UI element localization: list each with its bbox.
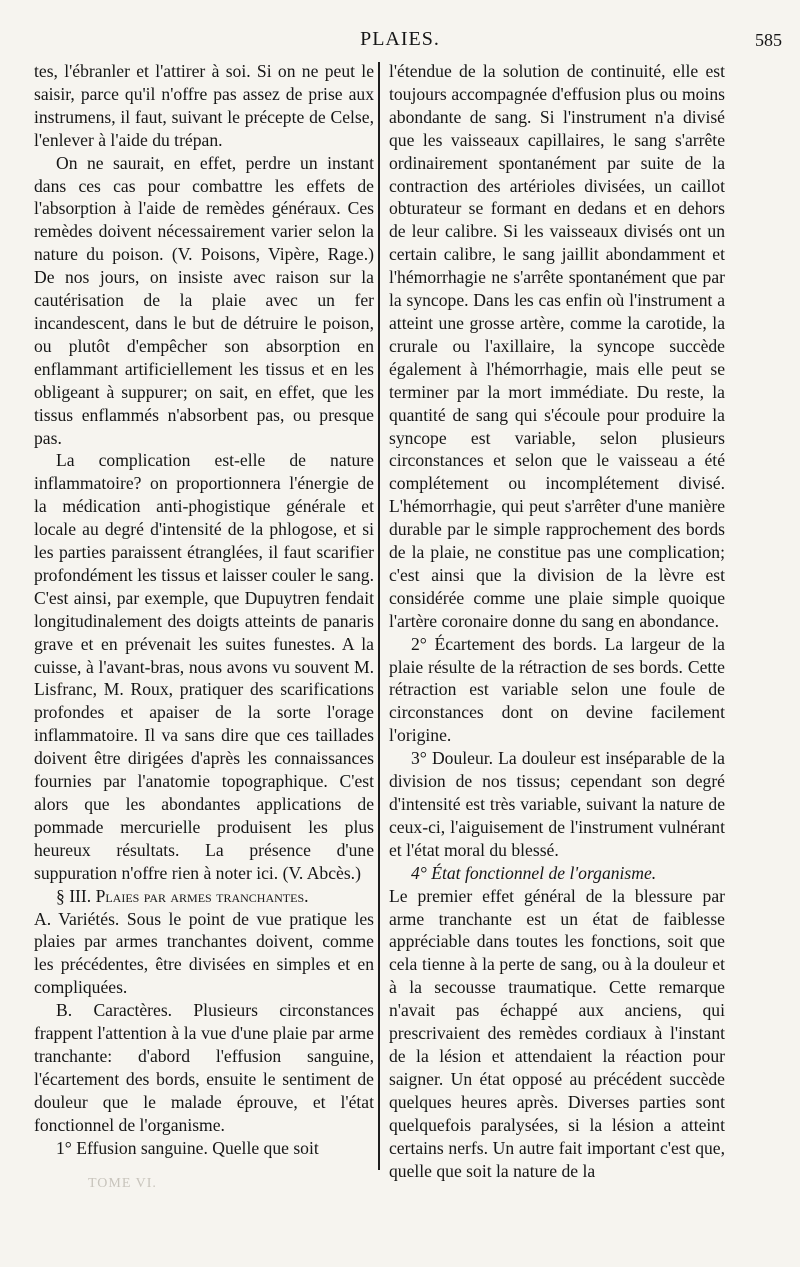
right-column [389, 60, 725, 1182]
column-divider [378, 62, 380, 1170]
signature-mark: TOME VI. [88, 1176, 157, 1191]
paragraph: B. Caractères. Plusieurs circonstances frappent l'attention à la vue d'une plaie par arme tranchante: d'abord l'effusion sanguine, l'écartement des bords, ensuite le sentiment de douleur que le malade éprouve, et l'état fonctionnel de l'organisme. [34, 1000, 374, 1135]
paragraph: 2° Écartement des bords. La largeur de la plaie résulte de la rétraction de ses bords. Cette rétraction est variable selon une foule de circonstances dont on devine facilement l'origine. [389, 633, 725, 746]
paragraph: tes, l'ébranler et l'attirer à soi. Si on ne peut le saisir, parce qu'il n'offre pas assez de prise aux instrumens, il faut, suivant le précepte de Celse, l'enlever à l'aide du trépan. [34, 61, 374, 150]
paragraph: l'étendue de la solution de continuité, elle est toujours accompagnée d'effusion plus ou moins abondante de sang. Si l'instrument n'a divisé que les vaisseaux capillaires, le sang s'arrête ordinairement spontanément par suite de la contraction des artérioles divisées, un caillot obturateur se formant en dedans et en dehors de leur calibre. Si les vaisseaux divisés ont un certain calibre, le sang jaillit abondamment et l'hémorrhagie ne s'arrête spontanément que par la syncope. Dans les cas enfin où l'instrument a atteint une grosse artère, comme la carotide, la crurale ou l'axillaire, la syncope succède également à l'hémorrhagie, mais elle peut se terminer par la mort immédiate. Du reste, la quantité de sang qui s'écoule pour produire la syncope est variable, selon plusieurs circonstances et selon que le vaisseau a été complétement ou incomplétement divisé. L'hémorrhagie, qui peut s'arrêter d'une manière durable par le simple rapprochement des bords de la plaie, ne constitue pas une complication; c'est ainsi que la division de la lèvre est considérée comme une plaie simple quoique l'artère coronaire donne du sang en abondance. [389, 61, 725, 631]
subheading: 4° État fonctionnel de l'organisme. [411, 862, 657, 883]
running-title: PLAIES. [360, 28, 440, 50]
paragraph: A. Variétés. Sous le point de vue pratique les plaies par armes tranchantes doivent, comme les précédentes, être divisées en simples et en compliquées. [34, 908, 374, 998]
paragraph: La complication est-elle de nature inflammatoire? on proportionnera l'énergie de la médication anti-phogistique générale et locale au degré d'intensité de la phlogose, et si les parties paraissent étranglées, il faut scarifier profondément les tissus et laisser couler le sang. C'est ainsi, par exemple, que Dupuytren fendait longitudinalement des doigts atteints de panaris grave et en prévenait les suites funestes. A la cuisse, à l'avant-bras, nous avons vu souvent M. Lisfranc, M. Roux, pratiquer des scarifications profondes et apaiser de la sorte l'orage inflammatoire. Il va sans dire que ces taillades doivent être dirigées d'après les connaissances fournies par l'anatomie topographique. C'est alors que les abondantes applications de pommade mercurielle produisent les plus heureux résultats. La présence d'une suppuration n'offre rien à noter ici. (V. Abcès.) [34, 450, 374, 883]
page-number: 585 [755, 30, 782, 50]
section-heading: § III. Plaies par armes tranchantes. [56, 885, 309, 906]
paragraph: Le premier effet général de la blessure par arme tranchante est un état de faiblesse appréciable dans toutes les fonctions, soit que cela tienne à la perte de sang, ou à la douleur et à la secousse traumatique. Cette remarque n'avait pas échappé aux anciens, qui prescrivaient des remèdes cordiaux à l'instant de la lésion et attendaient la réaction pour saigner. Un état opposé au précédent succède quelques heures après. Diverses parties sont quelquefois paralysées, si la lésion a atteint certains nerfs. Un autre fait important c'est que, quelle que soit la nature de la [389, 885, 725, 1181]
left-column [34, 60, 374, 1160]
paragraph: On ne saurait, en effet, perdre un instant dans ces cas pour combattre les effets de l'absorption à l'aide de remèdes généraux. Ces remèdes doivent nécessairement varier selon la nature du poison. (V. Poisons, Vipère, Rage.) De nos jours, on insiste avec raison sur la cautérisation de la plaie avec un fer incandescent, dans le but de détruire le poison, ou plutôt d'empêcher son absorption en enflammant artificiellement les tissus et en les obligeant à suppurer; on sait, en effet, que les tissus enflammés n'absorbent pas, ou presque pas. [34, 152, 374, 448]
paragraph: 3° Douleur. La douleur est inséparable de la division de nos tissus; cependant son degré d'intensité est très variable, suivant la nature de ceux-ci, l'aiguisement de l'instrument vulnérant et l'état moral du blessé. [389, 748, 725, 860]
paragraph: 1° Effusion sanguine. Quelle que soit [56, 1137, 319, 1158]
